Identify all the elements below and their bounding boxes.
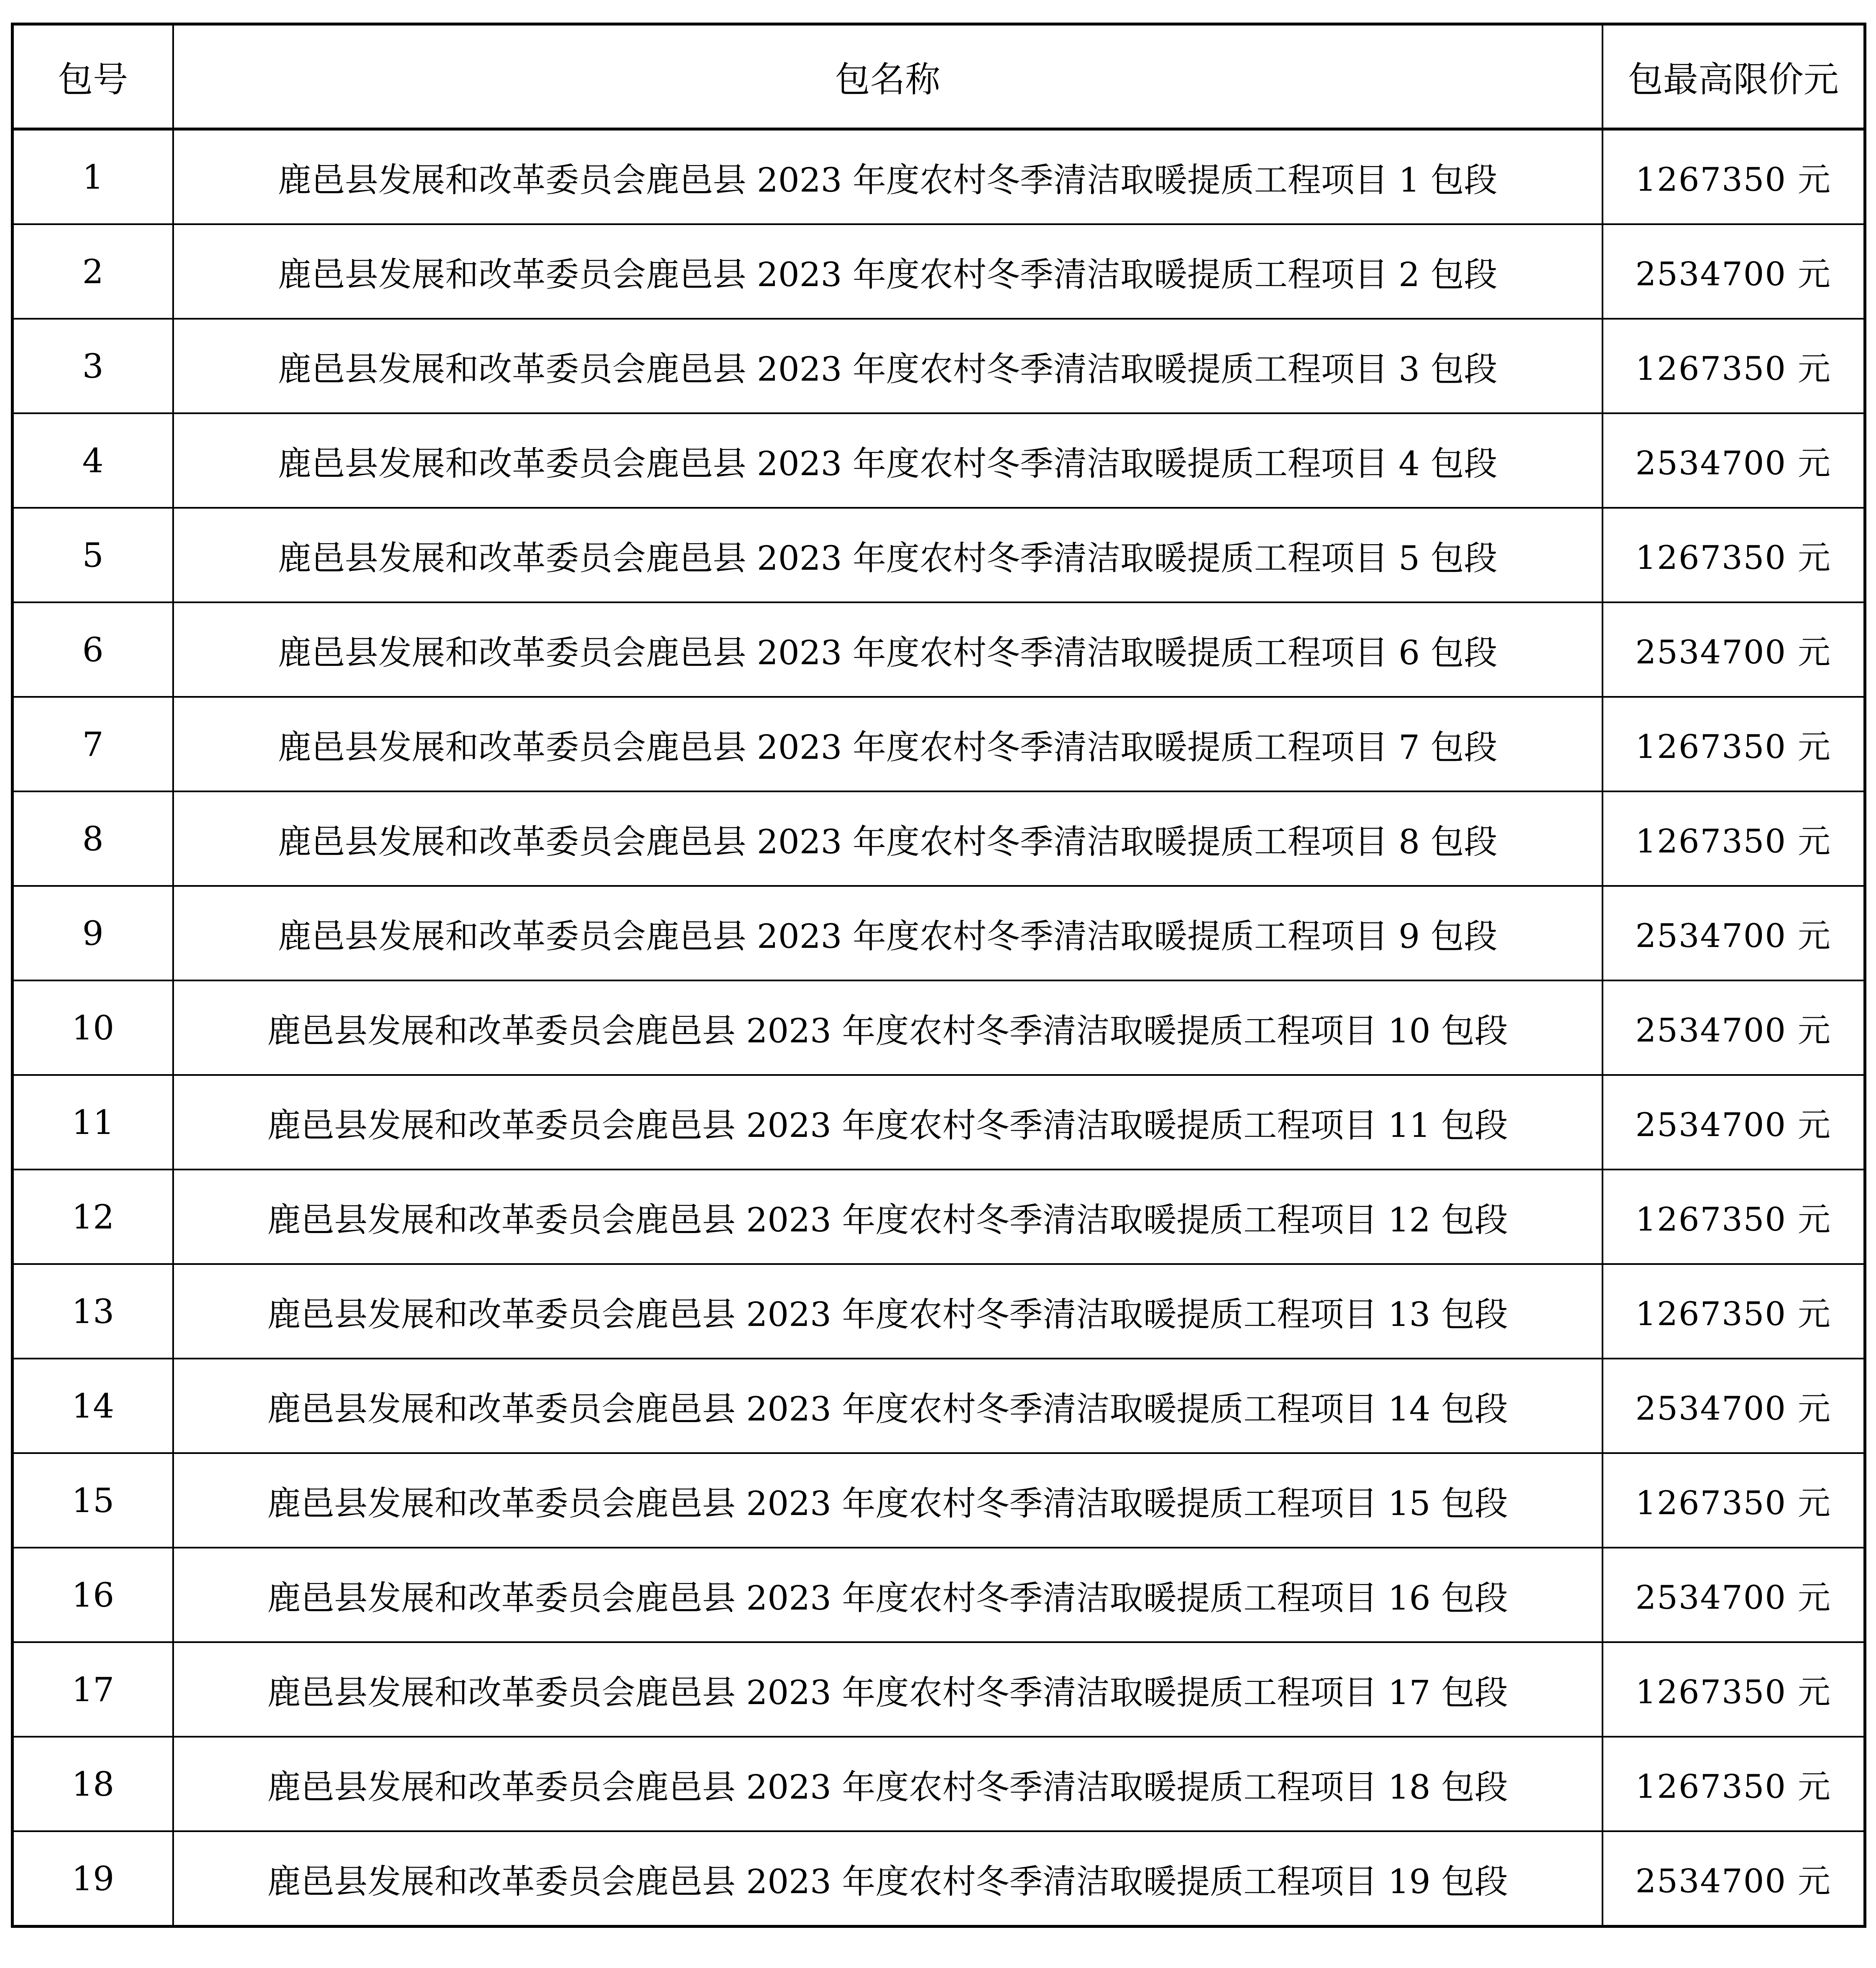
- cell-max-price: 2534700 元: [1603, 1831, 1865, 1927]
- cell-package-name: 鹿邑县发展和改革委员会鹿邑县 2023 年度农村冬季清洁取暖提质工程项目 7 包段: [173, 697, 1603, 791]
- cell-package-no: 12: [13, 1170, 173, 1264]
- cell-package-no: 8: [13, 791, 173, 886]
- cell-package-name: 鹿邑县发展和改革委员会鹿邑县 2023 年度农村冬季清洁取暖提质工程项目 17 包段: [173, 1642, 1603, 1737]
- cell-package-no: 4: [13, 413, 173, 508]
- cell-package-no: 1: [13, 129, 173, 225]
- cell-package-name: 鹿邑县发展和改革委员会鹿邑县 2023 年度农村冬季清洁取暖提质工程项目 13 包段: [173, 1264, 1603, 1359]
- table-row: [13, 791, 1865, 886]
- table-row: [13, 1642, 1865, 1737]
- cell-package-name: 鹿邑县发展和改革委员会鹿邑县 2023 年度农村冬季清洁取暖提质工程项目 9 包段: [173, 886, 1603, 980]
- cell-package-no: 5: [13, 508, 173, 602]
- table-row: [13, 1075, 1865, 1170]
- table-row: [13, 886, 1865, 980]
- table-row: [13, 697, 1865, 791]
- cell-package-no: 6: [13, 602, 173, 697]
- cell-package-name: 鹿邑县发展和改革委员会鹿邑县 2023 年度农村冬季清洁取暖提质工程项目 11 包段: [173, 1075, 1603, 1170]
- cell-max-price: 1267350 元: [1603, 697, 1865, 791]
- table-row: [13, 224, 1865, 319]
- cell-max-price: 2534700 元: [1603, 413, 1865, 508]
- cell-max-price: 1267350 元: [1603, 129, 1865, 225]
- table-row: [13, 319, 1865, 413]
- header-max-price: 包最高限价元: [1603, 24, 1865, 129]
- cell-package-no: 3: [13, 319, 173, 413]
- cell-max-price: 2534700 元: [1603, 602, 1865, 697]
- table-row: [13, 1264, 1865, 1359]
- cell-package-name: 鹿邑县发展和改革委员会鹿邑县 2023 年度农村冬季清洁取暖提质工程项目 15 包段: [173, 1453, 1603, 1548]
- table-row: [13, 1170, 1865, 1264]
- cell-max-price: 2534700 元: [1603, 1075, 1865, 1170]
- cell-package-no: 15: [13, 1453, 173, 1548]
- cell-max-price: 1267350 元: [1603, 319, 1865, 413]
- table-row: [13, 980, 1865, 1075]
- cell-package-no: 13: [13, 1264, 173, 1359]
- cell-package-no: 7: [13, 697, 173, 791]
- cell-max-price: 1267350 元: [1603, 1737, 1865, 1831]
- cell-package-name: 鹿邑县发展和改革委员会鹿邑县 2023 年度农村冬季清洁取暖提质工程项目 2 包段: [173, 224, 1603, 319]
- cell-package-no: 11: [13, 1075, 173, 1170]
- cell-package-no: 17: [13, 1642, 173, 1737]
- table-row: [13, 413, 1865, 508]
- cell-package-name: 鹿邑县发展和改革委员会鹿邑县 2023 年度农村冬季清洁取暖提质工程项目 1 包段: [173, 129, 1603, 225]
- table-row: [13, 1453, 1865, 1548]
- table-row: [13, 129, 1865, 225]
- table-row: [13, 602, 1865, 697]
- cell-package-name: 鹿邑县发展和改革委员会鹿邑县 2023 年度农村冬季清洁取暖提质工程项目 12 包段: [173, 1170, 1603, 1264]
- cell-package-name: 鹿邑县发展和改革委员会鹿邑县 2023 年度农村冬季清洁取暖提质工程项目 18 包段: [173, 1737, 1603, 1831]
- cell-package-no: 19: [13, 1831, 173, 1927]
- cell-package-no: 10: [13, 980, 173, 1075]
- table-row: [13, 1548, 1865, 1642]
- header-package-name: 包名称: [173, 24, 1603, 129]
- table-row: [13, 1359, 1865, 1453]
- cell-package-name: 鹿邑县发展和改革委员会鹿邑县 2023 年度农村冬季清洁取暖提质工程项目 4 包段: [173, 413, 1603, 508]
- cell-max-price: 1267350 元: [1603, 1264, 1865, 1359]
- cell-max-price: 2534700 元: [1603, 1359, 1865, 1453]
- package-price-table: [11, 23, 1866, 1928]
- cell-package-name: 鹿邑县发展和改革委员会鹿邑县 2023 年度农村冬季清洁取暖提质工程项目 6 包段: [173, 602, 1603, 697]
- cell-max-price: 1267350 元: [1603, 1453, 1865, 1548]
- cell-package-name: 鹿邑县发展和改革委员会鹿邑县 2023 年度农村冬季清洁取暖提质工程项目 5 包段: [173, 508, 1603, 602]
- cell-max-price: 1267350 元: [1603, 791, 1865, 886]
- cell-package-no: 2: [13, 224, 173, 319]
- cell-package-name: 鹿邑县发展和改革委员会鹿邑县 2023 年度农村冬季清洁取暖提质工程项目 14 包段: [173, 1359, 1603, 1453]
- cell-package-name: 鹿邑县发展和改革委员会鹿邑县 2023 年度农村冬季清洁取暖提质工程项目 8 包段: [173, 791, 1603, 886]
- cell-package-no: 16: [13, 1548, 173, 1642]
- cell-package-name: 鹿邑县发展和改革委员会鹿邑县 2023 年度农村冬季清洁取暖提质工程项目 16 包段: [173, 1548, 1603, 1642]
- cell-package-name: 鹿邑县发展和改革委员会鹿邑县 2023 年度农村冬季清洁取暖提质工程项目 3 包段: [173, 319, 1603, 413]
- header-package-no: 包号: [13, 24, 173, 129]
- table-row: [13, 1831, 1865, 1927]
- table-row: [13, 508, 1865, 602]
- cell-package-name: 鹿邑县发展和改革委员会鹿邑县 2023 年度农村冬季清洁取暖提质工程项目 10 包段: [173, 980, 1603, 1075]
- cell-max-price: 1267350 元: [1603, 1170, 1865, 1264]
- cell-max-price: 2534700 元: [1603, 980, 1865, 1075]
- cell-max-price: 1267350 元: [1603, 1642, 1865, 1737]
- cell-max-price: 2534700 元: [1603, 886, 1865, 980]
- package-table-container: [11, 23, 1863, 1928]
- cell-package-no: 14: [13, 1359, 173, 1453]
- cell-package-name: 鹿邑县发展和改革委员会鹿邑县 2023 年度农村冬季清洁取暖提质工程项目 19 包段: [173, 1831, 1603, 1927]
- cell-max-price: 2534700 元: [1603, 1548, 1865, 1642]
- cell-package-no: 9: [13, 886, 173, 980]
- cell-package-no: 18: [13, 1737, 173, 1831]
- table-row: [13, 1737, 1865, 1831]
- cell-max-price: 2534700 元: [1603, 224, 1865, 319]
- table-header-row: [13, 24, 1865, 129]
- cell-max-price: 1267350 元: [1603, 508, 1865, 602]
